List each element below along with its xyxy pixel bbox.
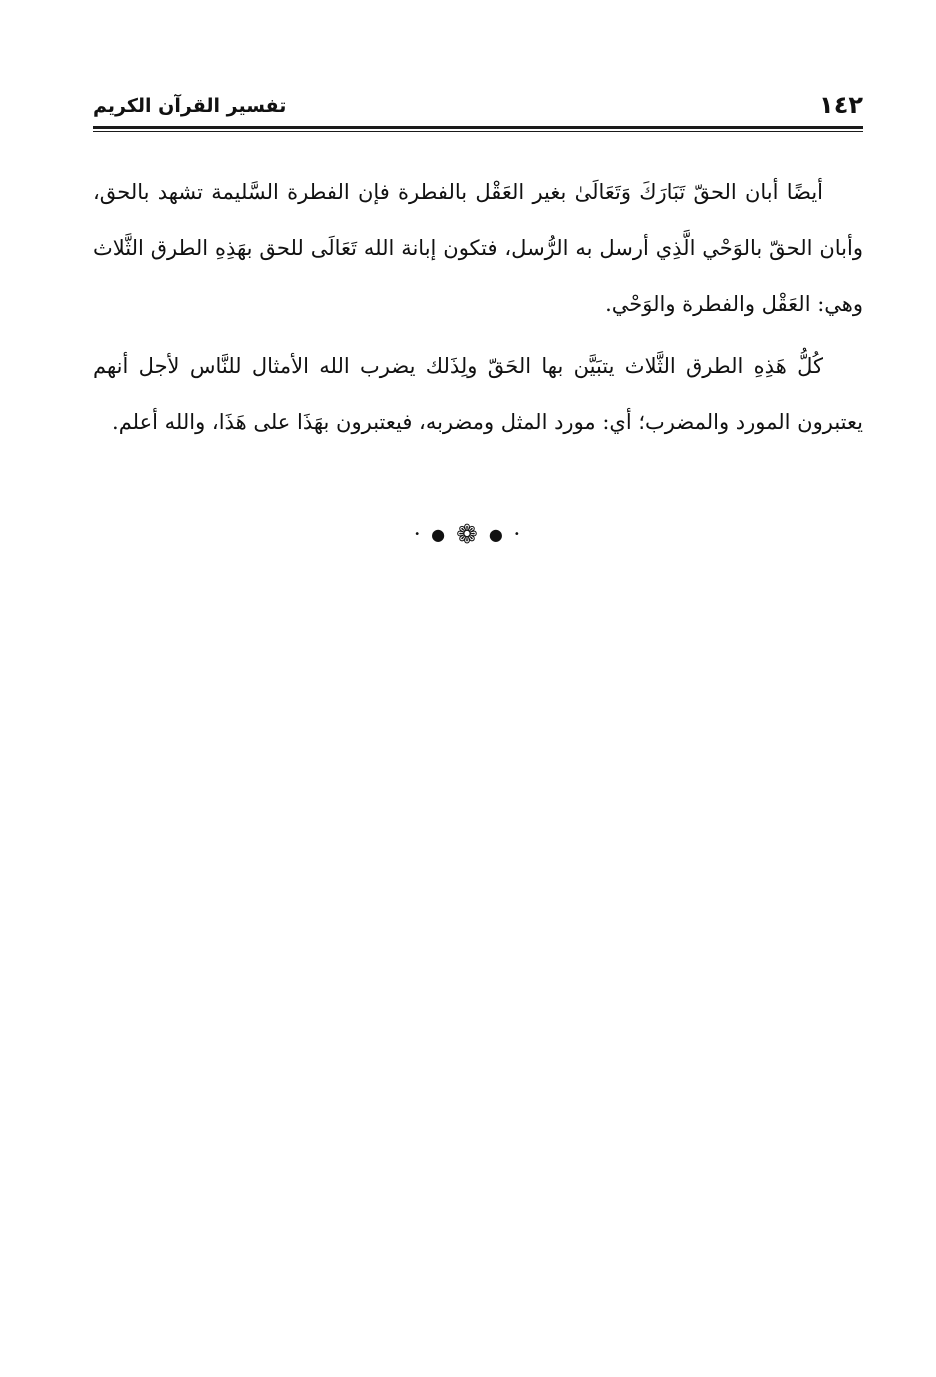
ornament-large-dot: ● bbox=[431, 525, 448, 544]
paragraph: أيضًا أبان الحقّ تَبَارَكَ وَتَعَالَىٰ بغير العَقْل بالفطرة فإن الفطرة السَّليمة تشهد بالحق، وأبان الحقّ بالوَحْي الَّذِي أرسل به الرُّسل، فتكون إبانة الله تَعَالَى للحق بهَذِهِ الطرق الثَّلاث وهي: العَقْل والفطرة والوَحْي. bbox=[93, 180, 863, 316]
header-rule-thick bbox=[93, 126, 863, 129]
ornament-flower-icon: ❁ bbox=[456, 520, 480, 550]
ornament-large-dot: ● bbox=[488, 525, 505, 544]
ornament-small-dot: • bbox=[513, 529, 522, 540]
page-number: ١٤٢ bbox=[819, 91, 863, 119]
paragraph: كُلُّ هَذِهِ الطرق الثَّلاث يتبَيَّن بها الحَقّ ولِذَلك يضرب الله الأمثال للنَّاس لأجل أنهم يعتبرون المورد والمضرب؛ أي: مورد المثل ومضربه، فيعتبرون بهَذَا على هَذَا، والله أعلم. bbox=[93, 354, 863, 434]
body-text bbox=[93, 164, 863, 456]
header-rule-thin bbox=[93, 131, 863, 132]
running-title: تفسير القرآن الكريم bbox=[93, 95, 287, 117]
section-end-ornament bbox=[0, 520, 936, 550]
ornament-small-dot: • bbox=[414, 529, 423, 540]
page-header bbox=[93, 88, 863, 126]
